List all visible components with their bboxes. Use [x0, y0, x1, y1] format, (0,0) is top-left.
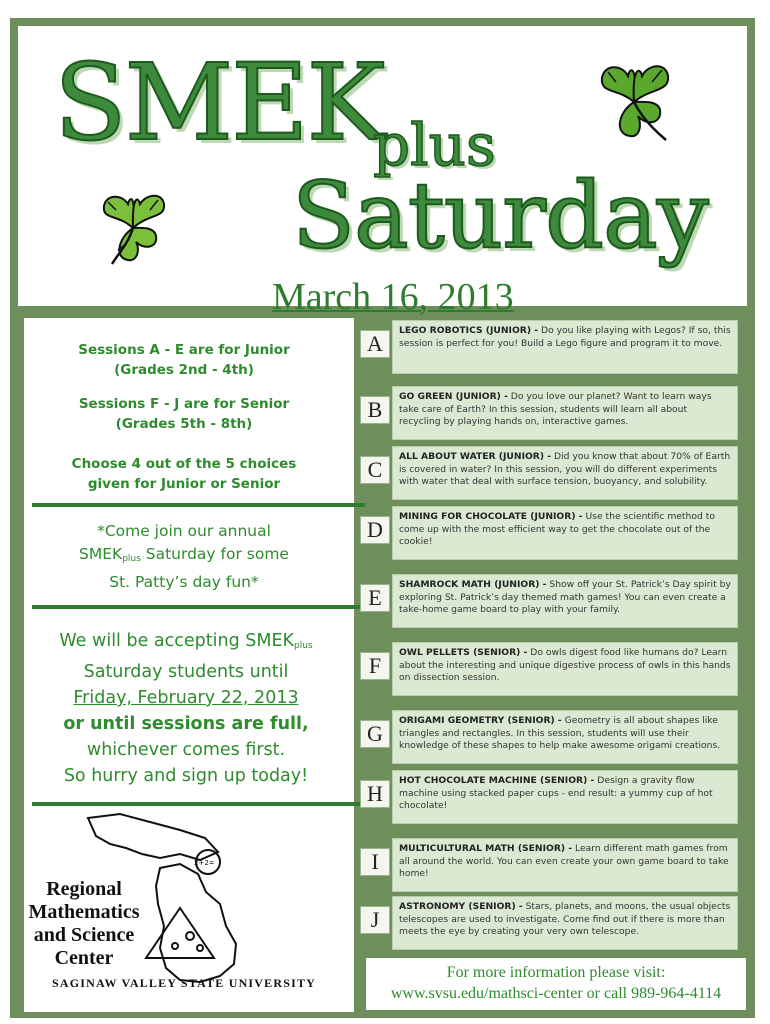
- session-description: [392, 838, 738, 892]
- footer-contact[interactable]: www.svsu.edu/mathsci-center or call 989-964-4114: [390, 985, 722, 1002]
- university-name: SAGINAW VALLEY STATE UNIVERSITY: [52, 976, 317, 990]
- session-description: [392, 896, 738, 950]
- session-title: SHAMROCK MATH (JUNIOR) -: [399, 579, 547, 590]
- session-text: Did you know that about 70% of Earth is covered in water? In this session, you will do different experiments with water that deal with surface tension, buoyancy, and solubility.: [399, 451, 731, 487]
- come-line-2-b: Saturday for some: [140, 545, 289, 563]
- junior-line-1: Sessions A - E are for Junior: [78, 342, 290, 358]
- footer-line-1: For more information please visit:: [446, 964, 666, 981]
- session-text: Show off your St. Patrick’s Day spirit by exploring St. Patrick’s day themed math games! You can even create a take-home game board to play with your family.: [399, 579, 731, 615]
- choose-info: [24, 454, 344, 494]
- session-letter: A: [360, 330, 390, 358]
- session-title: LEGO ROBOTICS (JUNIOR) -: [399, 325, 539, 336]
- come-line-2: [24, 543, 344, 571]
- accept-line-1-a: We will be accepting SMEK: [59, 631, 294, 651]
- session-row: [356, 444, 742, 498]
- event-date: March 16, 2013: [272, 276, 514, 318]
- session-row: [356, 708, 742, 762]
- accepting-text: [0, 628, 372, 789]
- junior-line-2: (Grades 2nd - 4th): [114, 362, 254, 378]
- deadline-date: Friday, February 22, 2013: [73, 688, 299, 708]
- senior-info: [24, 394, 344, 434]
- senior-line-2: (Grades 5th - 8th): [115, 416, 253, 432]
- session-title: ASTRONOMY (SENIOR) -: [399, 901, 523, 912]
- session-title: ALL ABOUT WATER (JUNIOR) -: [399, 451, 552, 462]
- session-row: [356, 504, 742, 558]
- accept-line-1: [0, 628, 372, 659]
- session-text: Use the scientific method to come up with the most efficient way to get the chocolate out of the cookie!: [399, 511, 715, 547]
- session-description: [392, 320, 738, 374]
- come-line-2-sub: plus: [122, 554, 141, 564]
- session-description: [392, 574, 738, 628]
- session-row: [356, 572, 742, 626]
- session-text: Geometry is all about shapes like triangles and rectangles. In this session, students will use their knowledge of these shapes to help make awesome origami creations.: [399, 715, 721, 751]
- title-plus: plus: [373, 111, 496, 179]
- session-letter: D: [360, 516, 390, 544]
- divider: [32, 503, 365, 507]
- choose-line-2: given for Junior or Senior: [87, 476, 281, 492]
- session-description: [392, 386, 738, 440]
- session-text: Design a gravity flow machine using stacked paper cups - end result: a yummy cup of hot chocolate!: [399, 775, 713, 811]
- session-title: GO GREEN (JUNIOR) -: [399, 391, 508, 402]
- accept-line-4: or until sessions are full,: [63, 714, 309, 734]
- session-title: ORIGAMI GEOMETRY (SENIOR) -: [399, 715, 562, 726]
- session-description: [392, 710, 738, 764]
- logo-line-1: Regional: [46, 878, 122, 900]
- session-letter: F: [360, 652, 390, 680]
- session-row: [356, 836, 742, 890]
- session-text: Learn different math games from all around the world. You can even create your own game board to take home!: [399, 843, 729, 879]
- footer-info: [366, 958, 746, 1010]
- session-description: [392, 770, 738, 824]
- accept-line-2: Saturday students until: [83, 662, 289, 682]
- session-letter: H: [360, 780, 390, 808]
- come-line-1: *Come join our annual: [97, 522, 271, 540]
- session-text: Do you love our planet? Want to learn ways take care of Earth? In this session, students will learn all about recycling by playing hands on, interactive games.: [399, 391, 712, 427]
- senior-line-1: Sessions F - J are for Senior: [78, 396, 290, 412]
- session-letter: B: [360, 396, 390, 424]
- session-letter: G: [360, 720, 390, 748]
- session-description: [392, 446, 738, 500]
- session-row: [356, 318, 742, 372]
- shamrock-icon: [88, 184, 178, 270]
- session-row: [356, 768, 742, 822]
- title-saturday: Saturday: [292, 162, 708, 269]
- come-line-3: St. Patty’s day fun*: [109, 573, 259, 591]
- svg-text:2+2=: 2+2=: [194, 859, 215, 867]
- shamrock-icon: [584, 54, 684, 148]
- session-text: Do owls digest food like humans do? Learn about the interesting and unique digestive process of owls in this hands on dissection session.: [399, 647, 731, 683]
- session-letter: J: [360, 906, 390, 934]
- header-panel: [18, 26, 747, 318]
- session-letter: C: [360, 456, 390, 484]
- session-letter: I: [360, 848, 390, 876]
- logo-line-3: and Science: [33, 924, 135, 946]
- session-title: HOT CHOCOLATE MACHINE (SENIOR) -: [399, 775, 595, 786]
- session-row: [356, 640, 742, 694]
- session-text: Stars, planets, and moons, the usual objects telescopes are used to investigate. Come find out if there is more than meets the eye by creating your very own telescope.: [399, 901, 731, 937]
- session-letter: E: [360, 584, 390, 612]
- divider: [32, 802, 365, 806]
- center-logo-text: [4, 878, 164, 970]
- session-row: [356, 384, 742, 438]
- accept-line-1-sub: plus: [293, 641, 313, 651]
- logo-line-2: Mathematics: [28, 901, 140, 923]
- come-line-2-a: SMEK: [79, 545, 123, 563]
- session-title: MULTICULTURAL MATH (SENIOR) -: [399, 843, 573, 854]
- session-description: [392, 506, 738, 560]
- accept-line-5: whichever comes first.: [86, 740, 286, 760]
- divider: [32, 605, 365, 609]
- session-title: OWL PELLETS (SENIOR) -: [399, 647, 528, 658]
- accept-line-6: So hurry and sign up today!: [63, 766, 309, 786]
- choose-line-1: Choose 4 out of the 5 choices: [71, 456, 297, 472]
- session-text: Do you like playing with Legos? If so, this session is perfect for you! Build a Lego figure and program it to move.: [399, 325, 731, 349]
- junior-info: [24, 340, 344, 380]
- session-title: MINING FOR CHOCOLATE (JUNIOR) -: [399, 511, 583, 522]
- come-join-text: [24, 520, 344, 594]
- session-description: [392, 642, 738, 696]
- session-row: [356, 894, 742, 948]
- logo-line-4: Center: [54, 947, 114, 969]
- title-smek: SMEK: [54, 41, 384, 164]
